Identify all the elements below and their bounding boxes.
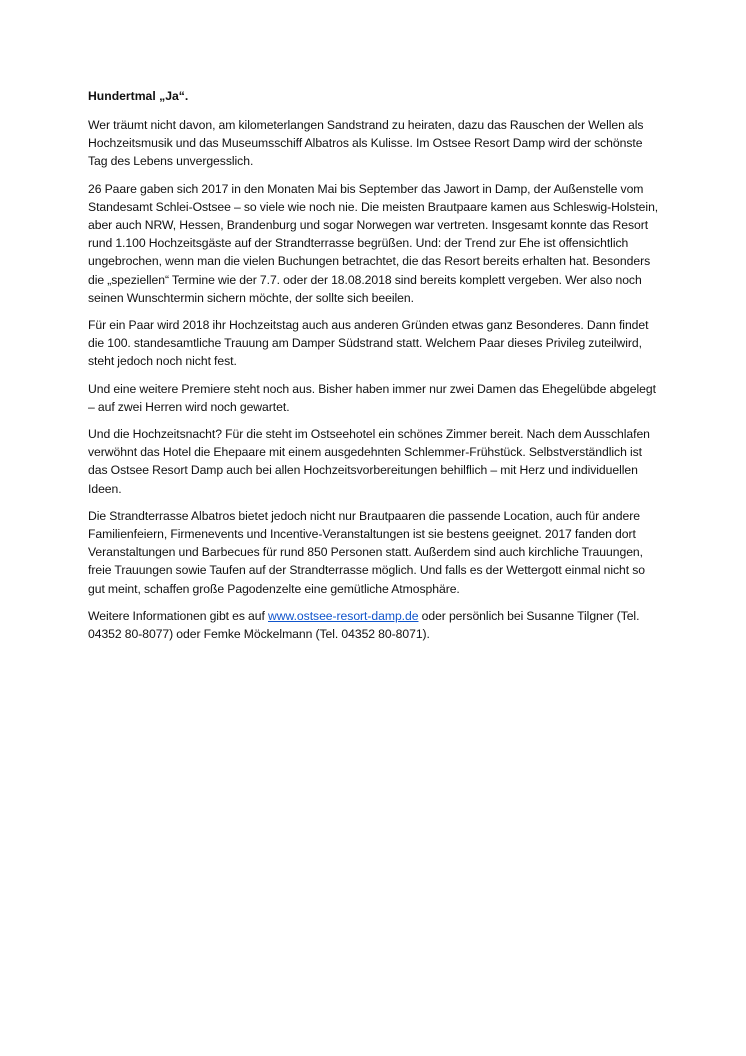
- document-page: [88, 88, 663, 652]
- paragraph-contact: [88, 607, 663, 643]
- paragraph-strandterrasse: Die Strandterrasse Albatros bietet jedoch nicht nur Brautpaaren die passende Location, auch für andere Familienfeiern, Firmenevents und Incentive-Veranstaltungen ist sie bestens geeignet. 2017 fanden dort Veranstaltungen und Barbecues für rund 850 Personen statt. Außerdem sind auch kirchliche Trauungen, freie Trauungen sowie Taufen auf der Strandterrasse möglich. Und falls es der Wettergott einmal nicht so gut meint, schaffen große Pagodenzelte eine gemütliche Atmosphäre.: [88, 508, 646, 596]
- contact-text-after: oder persönlich bei Susanne Tilgner (Tel. 04352 80-8077) oder Femke Möckelmann (Tel. 04352 80-8071).: [88, 608, 640, 642]
- paragraph-intro: Wer träumt nicht davon, am kilometerlangen Sandstrand zu heiraten, dazu das Rauschen der Wellen als Hochzeitsmusik und das Museumsschiff Albatros als Kulisse. Im Ostsee Resort Damp wird der schönste Tag des Lebens unvergesslich.: [88, 118, 644, 169]
- document-title: Hundertmal „Ja“.: [88, 89, 189, 103]
- paragraph-wedding-night: Und die Hochzeitsnacht? Für die steht im Ostseehotel ein schönes Zimmer bereit. Nach dem Ausschlafen verwöhnt das Hotel die Ehepaare mit einem ausgedehnten Schlemmer-Frühstück. Selbstverständlich ist das Ostsee Resort Damp auch bei allen Hochzeitsvorbereitungen behilflich – mit Herz und individuellen Ideen.: [88, 427, 650, 496]
- paragraph-statistics: 26 Paare gaben sich 2017 in den Monaten Mai bis September das Jawort in Damp, der Außenstelle vom Standesamt Schlei-Ostsee – so viele wie noch nie. Die meisten Brautpaare kamen aus Schleswig-Holstein, aber auch NRW, Hessen, Brandenburg und sogar Norwegen war vertreten. Insgesamt konnte das Resort rund 1.100 Hochzeitsgäste auf der Strandterrasse begrüßen. Und: der Trend zur Ehe ist offensichtlich ungebrochen, wenn man die vielen Buchungen betrachtet, die das Resort bereits erhalten hat. Besonders die „speziellen“ Termine wie der 7.7. oder der 18.08.2018 sind bereits komplett vergeben. Wer also noch seinen Wunschtermin sichern möchte, der sollte sich beeilen.: [88, 181, 659, 305]
- website-link[interactable]: www.ostsee-resort-damp.de: [268, 608, 419, 623]
- paragraph-premiere: Und eine weitere Premiere steht noch aus. Bisher haben immer nur zwei Damen das Ehegelübde abgelegt – auf zwei Herren wird noch gewartet.: [88, 381, 656, 414]
- contact-text-before: Weitere Informationen gibt es auf: [88, 608, 268, 623]
- paragraph-anniversary: Für ein Paar wird 2018 ihr Hochzeitstag auch aus anderen Gründen etwas ganz Besonderes. Dann findet die 100. standesamtliche Trauung am Damper Südstrand statt. Welchem Paar dieses Privileg zuteilwird, steht jedoch noch nicht fest.: [88, 318, 649, 369]
